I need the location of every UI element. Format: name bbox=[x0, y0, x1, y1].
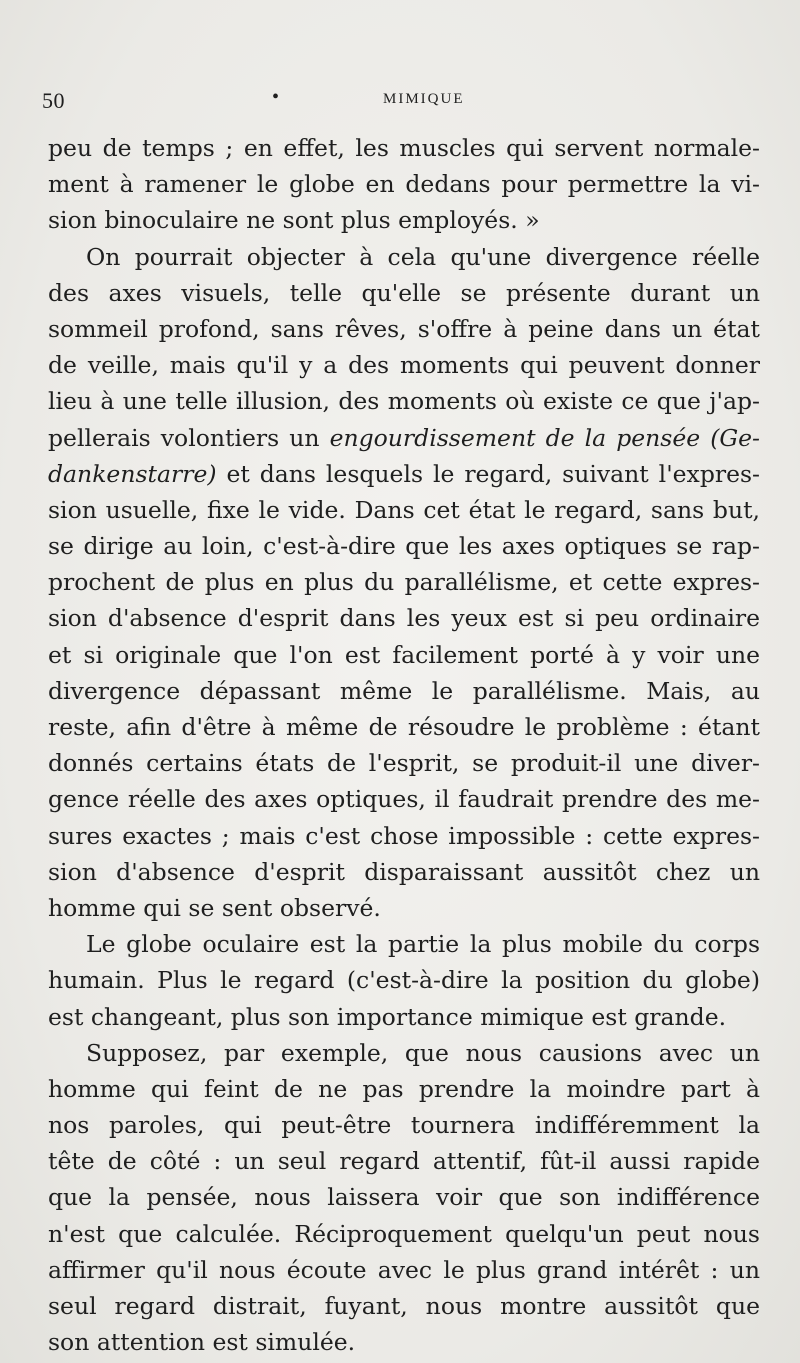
text-line: n'est que calculée. Réciproquement quelqu'un peut nous bbox=[48, 1219, 760, 1248]
text-line: prochent de plus en plus du parallélisme, et cette expres- bbox=[48, 568, 760, 597]
text-line: est changeant, plus son importance mimique est grande. bbox=[48, 1002, 727, 1031]
text-line: se dirige au loin, c'est-à-dire que les axes optiques se rap- bbox=[48, 532, 760, 561]
text-line: sion usuelle, fixe le vide. Dans cet état le regard, sans but, bbox=[48, 495, 760, 524]
text-line: son attention est simulée. bbox=[48, 1328, 356, 1357]
text-line: sures exactes ; mais c'est chose impossible : cette expres- bbox=[48, 821, 760, 850]
page-number: 50 bbox=[42, 88, 65, 113]
text-line: donnés certains états de l'esprit, se produit-il une diver- bbox=[48, 749, 760, 778]
text-line: homme qui se sent observé. bbox=[48, 893, 381, 922]
text-line: lieu à une telle illusion, des moments où existe ce que j'ap- bbox=[48, 387, 760, 416]
text-line: tête de côté : un seul regard attentif, fût-il aussi rapide bbox=[48, 1147, 760, 1176]
paragraph-first-line: On pourrait objecter à cela qu'une divergence réelle bbox=[86, 242, 760, 271]
header-dot: • bbox=[272, 86, 280, 108]
italic-term: dankenstarre) bbox=[48, 459, 217, 488]
text-line: divergence dépassant même le parallélisme. Mais, au bbox=[48, 676, 760, 705]
text-line: sommeil profond, sans rêves, s'offre à peine dans un état bbox=[48, 314, 760, 343]
text-line bbox=[48, 420, 760, 456]
text-line: et si originale que l'on est facilement porté à y voir une bbox=[48, 640, 760, 669]
text-line: nos paroles, qui peut-être tournera indifféremment la bbox=[48, 1111, 760, 1140]
running-title: MIMIQUE bbox=[383, 91, 465, 107]
text-line: ment à ramener le globe en dedans pour permettre la vi- bbox=[48, 170, 760, 199]
text-line: sion d'absence d'esprit disparaissant aussitôt chez un bbox=[48, 857, 760, 886]
text-line: humain. Plus le regard (c'est-à-dire la position du globe) bbox=[48, 966, 760, 995]
text-line: reste, afin d'être à même de résoudre le problème : étant bbox=[48, 713, 760, 741]
body-text bbox=[48, 130, 760, 1360]
page-header bbox=[40, 88, 760, 118]
text-line: sion binoculaire ne sont plus employés. » bbox=[48, 206, 540, 235]
text-segment: pellerais volontiers un bbox=[48, 423, 330, 452]
text-line: des axes visuels, telle qu'elle se présente durant un bbox=[48, 278, 760, 307]
text-line: homme qui feint de ne pas prendre la moindre part à bbox=[48, 1074, 760, 1103]
text-line: gence réelle des axes optiques, il faudrait prendre des me- bbox=[48, 785, 760, 814]
text-segment: et dans lesquels le regard, suivant l'expres- bbox=[216, 459, 760, 488]
text-line: seul regard distrait, fuyant, nous montre aussitôt que bbox=[48, 1292, 760, 1320]
text-line: sion d'absence d'esprit dans les yeux est si peu ordinaire bbox=[48, 604, 760, 633]
text-line: affirmer qu'il nous écoute avec le plus grand intérêt : un bbox=[48, 1255, 760, 1284]
text-line bbox=[48, 456, 760, 492]
text-line: que la pensée, nous laissera voir que son indifférence bbox=[48, 1183, 760, 1212]
paragraph-first-line: Le globe oculaire est la partie la plus mobile du corps bbox=[86, 930, 760, 959]
text-line: de veille, mais qu'il y a des moments qui peuvent donner bbox=[48, 351, 760, 380]
italic-term: engourdissement de la pensée (Ge- bbox=[329, 423, 760, 452]
paragraph-first-line: Supposez, par exemple, que nous causions avec un bbox=[86, 1038, 760, 1067]
text-line: peu de temps ; en effet, les muscles qui servent normale- bbox=[48, 134, 760, 162]
